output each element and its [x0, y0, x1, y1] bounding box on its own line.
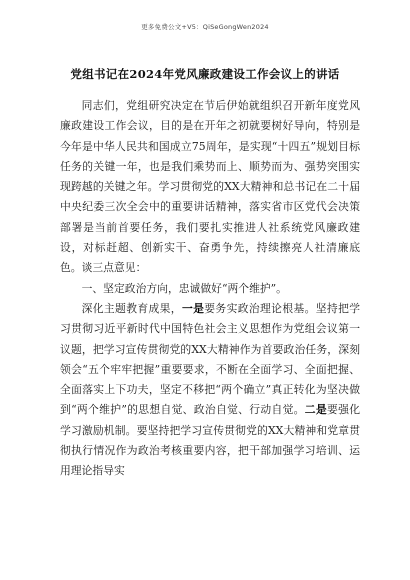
document-title: 党组书记在2024年党风廉政建设工作会议上的讲话: [70, 67, 340, 81]
paragraph-3: [60, 299, 360, 482]
paragraph-2-heading: [60, 279, 360, 299]
paragraph-text: 要务实政治理论根基。坚持把学习贯彻习近平新时代中国特色社会主义思想作为党组会议第一议题，把学习宣传贯彻党的XX大精神作为首要政治任务，深刻领会“五个牢牢把握”重要要求，不断在全面学习、全面把握、全面落实上下功夫，坚定不移把“两个确立”真正转化为坚决做到“两个维护”的思想自觉、政治自觉、行动自觉。: [60, 301, 361, 417]
emphasis-first: 一是: [181, 301, 205, 315]
paragraph-text: 深化主题教育成果，: [81, 301, 182, 315]
emphasis-second: 二是: [304, 403, 328, 417]
section-heading: 一、坚定政治方向，忠诚做好“两个维护”。: [81, 281, 287, 295]
paragraph-1: [60, 96, 360, 279]
paragraph-text: 要强化学习激励机制。要坚持把学习宣传贯彻党的XX大精神和党章贯彻执行情况作为政治考核重要内容，把干部加强学习培训、运用理论指导实: [60, 403, 361, 478]
document-body: [60, 96, 360, 482]
paragraph-text: 同志们，党组研究决定在节后伊始就组织召开新年度党风廉政建设工作会议，目的是在开年之初就要树好导向，特别是今年是中华人民共和国成立75周年，是实现“十四五”规划目标任务的关键一年，也是我们乘势而上、顺势而为、强势突围实现跨越的关键之年。学习贯彻党的XX大精神和总书记在二十届中央纪委三次全会中的重要讲话精神，落实省市区党代会决策部署是当前首要任务，我们要扎实推进人社系统党风廉政建设，对标赶超、创新实干、奋勇争先，持续擦亮人社清廉底色。谈三点意见：: [60, 99, 360, 275]
header-note: 更多免费公文+V5：QiSeGongWen2024: [141, 23, 269, 31]
